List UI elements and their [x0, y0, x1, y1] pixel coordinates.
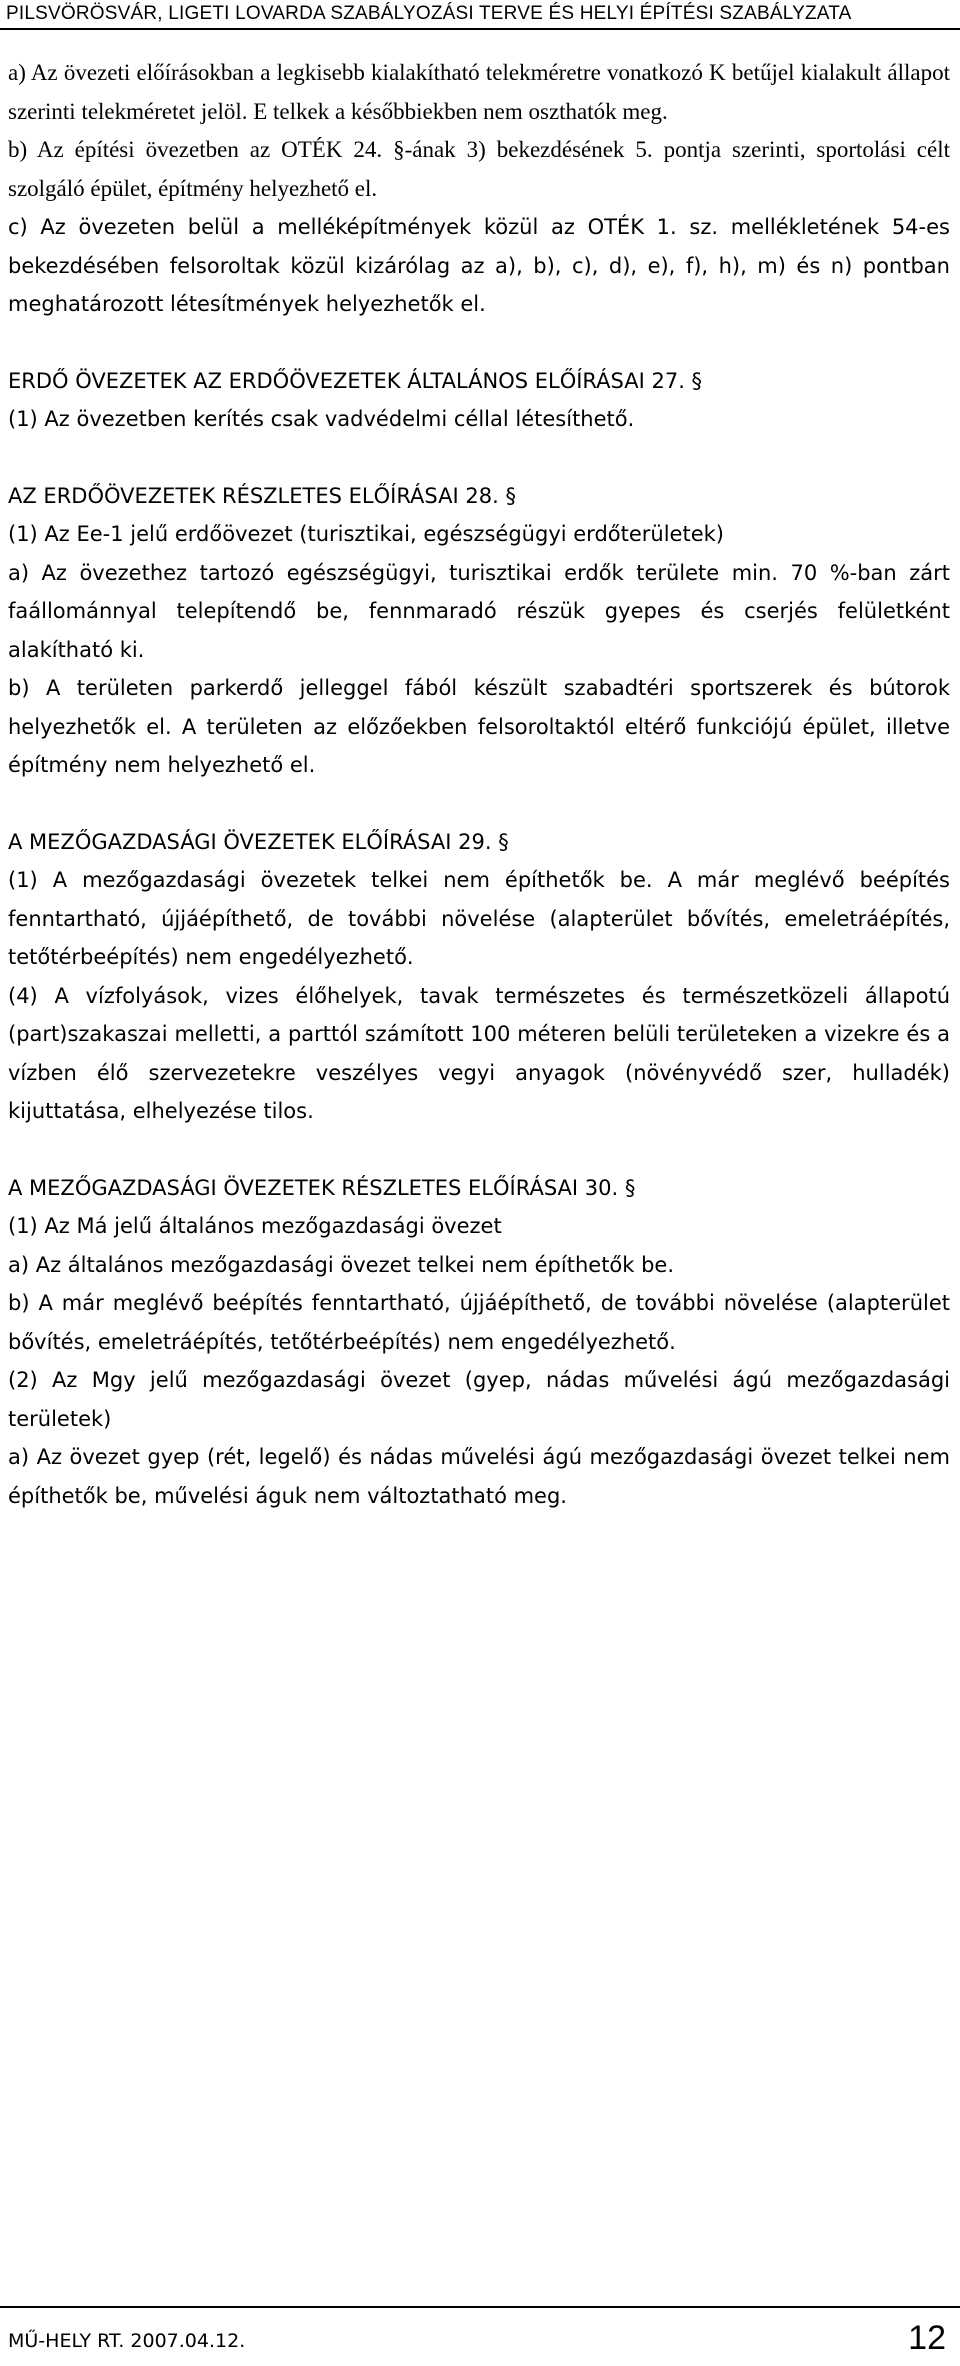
- page-number: 12: [908, 2319, 946, 2357]
- section-30-paragraph-2: (2) Az Mgy jelű mezőgazdasági övezet (gyep, nádas művelési ágú mezőgazdasági területek): [8, 1368, 950, 1431]
- section-28-paragraph-b: b) A területen parkerdő jelleggel fából készült szabadtéri sportszerek és bútorok helyezhetők el. A területen az előzőekben felsoroltaktól eltérő funkciójú épület, illetve építmény nem helyezhető el.: [8, 676, 950, 777]
- section-28-paragraph-1: (1) Az Ee-1 jelű erdőövezet (turisztikai, egészségügyi erdőterületek): [8, 522, 724, 546]
- section-30-paragraph-1: (1) Az Má jelű általános mezőgazdasági övezet: [8, 1214, 502, 1238]
- section-heading-27: ERDŐ ÖVEZETEK AZ ERDŐÖVEZETEK ÁLTALÁNOS ELŐÍRÁSAI 27. §: [8, 368, 703, 393]
- paragraph-b-sport: b) Az építési övezetben az OTÉK 24. §-ának 3) bekezdésének 5. pontja szerinti, sportolási célt szolgáló épület, építmény helyezhető el.: [8, 137, 950, 201]
- section-30-paragraph-2a: a) Az övezet gyep (rét, legelő) és nádas művelési ágú mezőgazdasági övezet telkei nem építhetők be, művelési águk nem változtatható meg.: [8, 1445, 950, 1508]
- page-header: [0, 0, 960, 30]
- section-30-paragraph-a: a) Az általános mezőgazdasági övezet telkei nem építhetők be.: [8, 1252, 675, 1277]
- paragraph-c-melleképítmények: c) Az övezeten belül a melléképítmények közül az OTÉK 1. sz. mellékletének 54-es bekezdésében felsoroltak közül kizárólag az a), b), c), d), e), f), h), m) és n) pontban meghatározott létesítmények helyezhetők el.: [8, 215, 950, 316]
- section-heading-30: A MEZŐGAZDASÁGI ÖVEZETEK RÉSZLETES ELŐÍRÁSAI 30. §: [8, 1175, 636, 1200]
- document-title: PILSVÖRÖSVÁR, LIGETI LOVARDA SZABÁLYOZÁSI TERVE ÉS HELYI ÉPÍTÉSI SZABÁLYZATA: [6, 3, 852, 24]
- section-28-paragraph-a: a) Az övezethez tartozó egészségügyi, turisztikai erdők területe min. 70 %-ban zárt faállománnyal telepítendő be, fennmaradó részük gyepes és cserjés felületként alakítható ki.: [8, 560, 950, 662]
- section-heading-28: AZ ERDŐÖVEZETEK RÉSZLETES ELŐÍRÁSAI 28. §: [8, 483, 516, 508]
- footer-company-date: MŰ-HELY RT. 2007.04.12.: [8, 2330, 246, 2352]
- section-27-paragraph-1: (1) Az övezetben kerítés csak vadvédelmi céllal létesíthető.: [8, 407, 635, 431]
- page-footer: [0, 2306, 960, 2366]
- section-30-paragraph-b: b) A már meglévő beépítés fenntartható, újjáépíthető, de további növelése (alapterület bővítés, emeletráépítés, tetőtérbeépítés) nem engedélyezhető.: [8, 1291, 950, 1354]
- section-heading-29: A MEZŐGAZDASÁGI ÖVEZETEK ELŐÍRÁSAI 29. §: [8, 829, 509, 854]
- document-body: [8, 54, 950, 1515]
- section-29-paragraph-4: (4) A vízfolyások, vizes élőhelyek, tavak természetes és természetközeli állapotú (part)szakaszai melletti, a parttól számított 100 méteren belüli területeken a vizekre és a vízben élő szervezetekre veszélyes vegyi anyagok (növényvédő szer, hulladék) kijuttatása, elhelyezése tilos.: [8, 983, 950, 1123]
- footer-divider: [0, 2306, 960, 2308]
- section-29-paragraph-1: (1) A mezőgazdasági övezetek telkei nem építhetők be. A már meglévő beépítés fenntartható, újjáépíthető, de további növelése (alapterület bővítés, emeletráépítés, tetőtérbeépítés) nem engedélyezhető.: [8, 868, 950, 969]
- paragraph-a-telekmeret: a) Az övezeti előírásokban a legkisebb kialakítható telekméretre vonatkozó K betűjel kialakult állapot szerinti telekméretet jelöl. E telkek a későbbiekben nem oszthatók meg.: [8, 60, 950, 124]
